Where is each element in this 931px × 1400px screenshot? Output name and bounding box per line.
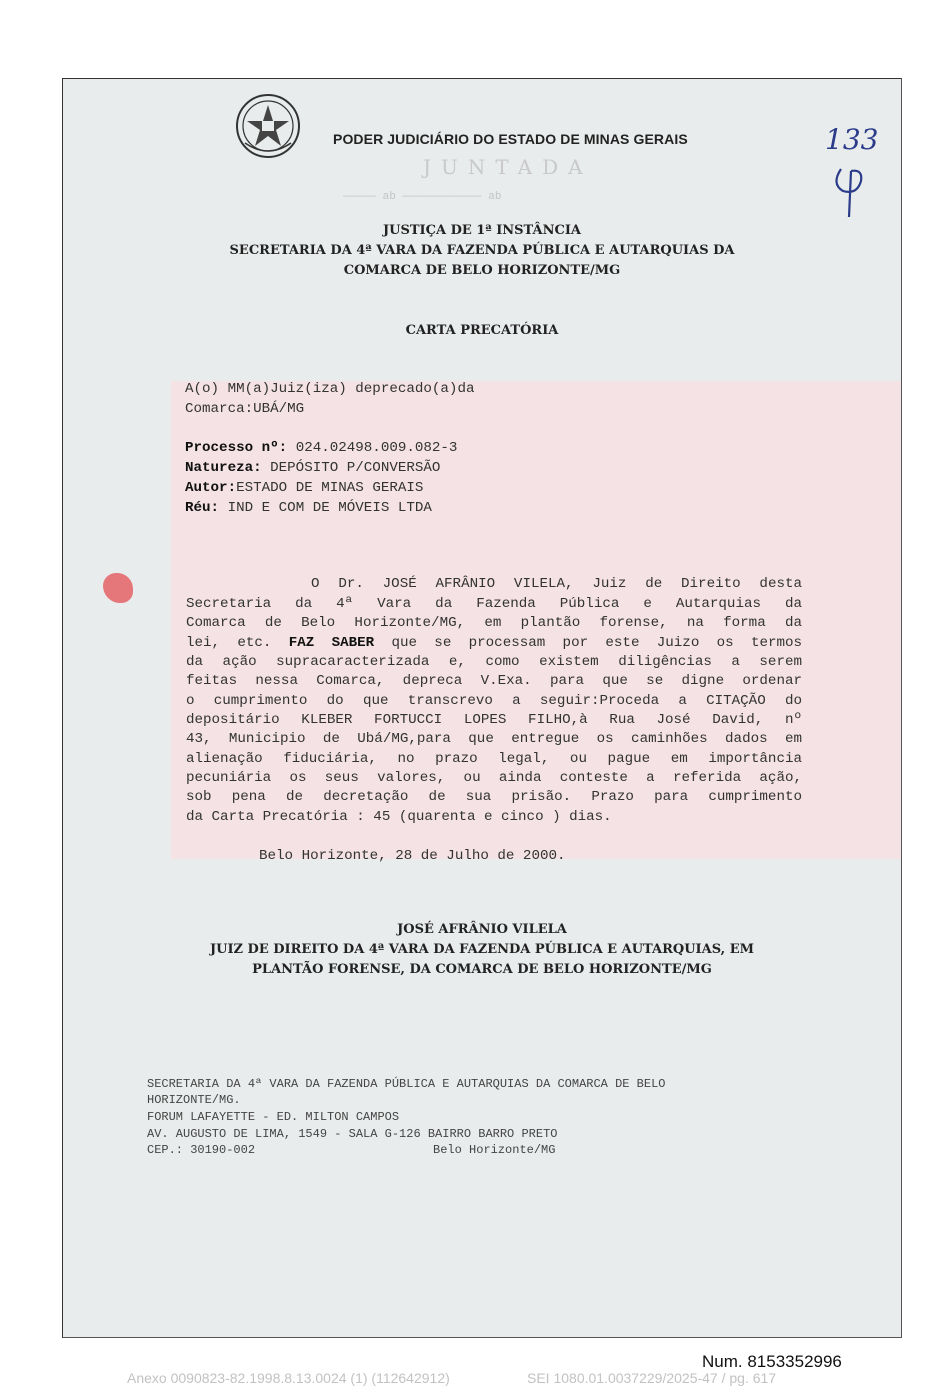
natureza-label: Natureza: bbox=[185, 460, 262, 476]
reu-label: Réu: bbox=[185, 500, 220, 516]
date-line: Belo Horizonte, 28 de Julho de 2000. bbox=[259, 848, 566, 864]
natureza-value: DEPÓSITO P/CONVERSÃO bbox=[270, 460, 441, 476]
state-seal-icon bbox=[235, 93, 301, 159]
body-text: lei, etc. bbox=[186, 635, 272, 651]
org-heading: PODER JUDICIÁRIO DO ESTADO DE MINAS GERAIS bbox=[333, 131, 688, 147]
footer-line-1: SECRETARIA DA 4ª VARA DA FAZENDA PÚBLICA E AUTARQUIAS DA COMARCA DE BELO bbox=[147, 1077, 666, 1091]
body-line: Comarca de Belo Horizonte/MG, em plantão forense, na forma da bbox=[186, 615, 802, 631]
svg-text:133: 133 bbox=[825, 123, 879, 156]
processo-value: 024.02498.009.082-3 bbox=[295, 440, 458, 456]
anexo-reference: Anexo 0090823-82.1998.8.13.0024 (1) (112642912) bbox=[127, 1370, 450, 1386]
autor-value: ESTADO DE MINAS GERAIS bbox=[236, 480, 424, 496]
body-line-faz-saber bbox=[186, 634, 802, 653]
faz-saber: FAZ SABER bbox=[288, 635, 375, 651]
reu-value: IND E COM DE MÓVEIS LTDA bbox=[227, 500, 432, 516]
natureza-row bbox=[185, 460, 440, 476]
document-number: Num. 8153352996 bbox=[702, 1352, 842, 1371]
body-line: feitas nessa Comarca, depreca V.Exa. para que se digne ordenar bbox=[186, 673, 802, 689]
footer-line-5 bbox=[147, 1143, 555, 1157]
body-line: alienação fiduciária, no prazo legal, ou pague em importância bbox=[186, 751, 802, 767]
addressee-line-2: Comarca:UBÁ/MG bbox=[185, 401, 305, 417]
autor-row bbox=[185, 480, 423, 496]
footer-line-4: AV. AUGUSTO DE LIMA, 1549 - SALA G-126 BAIRRO BARRO PRETO bbox=[147, 1127, 558, 1141]
body-line: Secretaria da 4ª Vara da Fazenda Pública e Autarquias da bbox=[186, 596, 802, 612]
document-title: CARTA PRECATÓRIA bbox=[405, 323, 559, 338]
reu-row bbox=[185, 500, 432, 516]
footer-city: Belo Horizonte/MG bbox=[433, 1143, 556, 1157]
body-line: sob pena de decretação de sua prisão. Prazo para cumprimento bbox=[186, 789, 802, 805]
body-text: que se processam por este Juizo os termos bbox=[391, 635, 803, 651]
body-line: o cumprimento do que transcrevo a seguir:Proceda a CITAÇÃO do bbox=[186, 693, 802, 709]
footer-line-3: FORUM LAFAYETTE - ED. MILTON CAMPOS bbox=[147, 1110, 400, 1124]
body-line: da Carta Precatória : 45 (quarenta e cinco ) dias. bbox=[186, 809, 612, 825]
signature-name: JOSÉ AFRÂNIO VILELA bbox=[397, 922, 567, 937]
header-line-3: COMARCA DE BELO HORIZONTE/MG bbox=[343, 263, 621, 278]
stamp-faint-line: ————— ab ———————————— ab bbox=[343, 191, 502, 203]
red-mark bbox=[103, 573, 133, 603]
handwritten-page-number bbox=[821, 109, 881, 219]
body-line: depositário KLEBER FORTUCCI LOPES FILHO,à Rua José David, nº bbox=[186, 712, 802, 728]
juntada-stamp: JUNTADA bbox=[423, 155, 593, 179]
body-line: pecuniária os seus valores, ou ainda conteste a referida ação, bbox=[186, 770, 802, 786]
processo-row bbox=[185, 440, 457, 456]
scanned-document bbox=[62, 78, 902, 1338]
body-line: O Dr. JOSÉ AFRÂNIO VILELA, Juiz de Direito desta bbox=[311, 576, 802, 592]
signature-role-2: PLANTÃO FORENSE, DA COMARCA DE BELO HORIZONTE/MG bbox=[252, 962, 712, 977]
body-line: 43, Municipio de Ubá/MG,para que entregue os caminhões dados em bbox=[186, 731, 802, 747]
footer-line-2: HORIZONTE/MG. bbox=[147, 1093, 241, 1107]
header-line-2: SECRETARIA DA 4ª VARA DA FAZENDA PÚBLICA E AUTARQUIAS DA bbox=[229, 243, 735, 258]
body-line: da ação supracaracterizada e, como existem diligências a serem bbox=[186, 654, 802, 670]
addressee-line-1: A(o) MM(a)Juiz(iza) deprecado(a)da bbox=[185, 381, 475, 397]
footer-cep: CEP.: 30190-002 bbox=[147, 1143, 256, 1157]
sei-reference: SEI 1080.01.0037229/2025-47 / pg. 617 bbox=[527, 1370, 777, 1386]
header-line-1: JUSTIÇA DE 1ª INSTÂNCIA bbox=[383, 223, 581, 238]
autor-label: Autor: bbox=[185, 480, 237, 496]
processo-label: Processo nº: bbox=[185, 440, 288, 456]
signature-role-1: JUIZ DE DIREITO DA 4ª VARA DA FAZENDA PÚBLICA E AUTARQUIAS, EM bbox=[209, 942, 755, 957]
